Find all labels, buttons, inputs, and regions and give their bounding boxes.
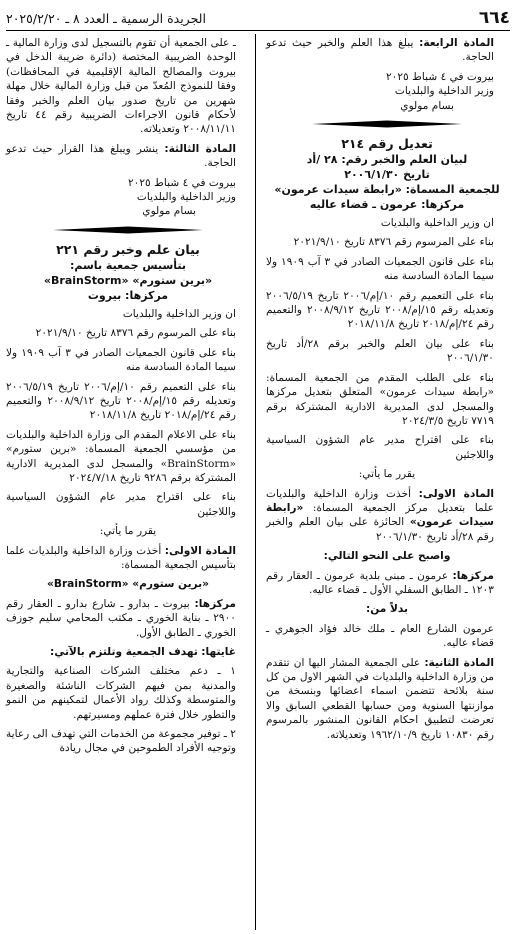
recital: بناء على المرسوم رقم ٨٣٧٦ تاريخ ٢٠٢١/٩/١٠ xyxy=(293,236,494,249)
separator-ornament xyxy=(6,225,250,235)
signature-block xyxy=(6,176,250,219)
article-1-text: أخذت وزارة الداخلية والبلديات علما بتعديل مركز الجمعية المسماة: xyxy=(266,487,495,514)
goals-label: غايتها: xyxy=(201,646,236,658)
goal-item: ١ ـ دعم مختلف الشركات الصناعية والتجارية والمدنية بمن فيهم الشركات الناشئة والصغيرة والمتوسطة وكذلك رواد الأعمال لتمكينهم من النمو والتطور خلال فترة عملهم ومسيرتهم. xyxy=(6,665,236,721)
recital: بناء على اقتراح مدير عام الشؤون السياسية واللاجئين xyxy=(6,491,236,518)
signature-title: وزير الداخلية والبلديات xyxy=(136,191,236,204)
association-name: «برين ستورم» «BrainStorm» xyxy=(47,578,209,591)
continued-text: ـ على الجمعية أن تقوم بالتسجيل لدى وزارة المالية ـ الوحدة الضريبية المختصة (دائرة ضريبة الدخل في بيروت والمصالح المالية الإقليمية في المحافظات) وفقا للنموذج المُعدّ من قبل وزارة المالية خلال مهلة شهرين من تاريخ صدور بيان العلم والخبر وفقا لأحكام قانون الاجراءات الضريبية رقم ٤٤ تاريخ ٢٠٠٨/١١/١١ وتعديلاته. xyxy=(6,37,237,136)
instead-line: بدلاً من: xyxy=(365,603,408,616)
notice-subtitle-2: «برين ستورم» «BrainStorm» xyxy=(43,273,213,287)
recital: بناء على قانون الجمعيات الصادر في ٣ آب ١٩٠٩ ولا سيما المادة السادسة منه xyxy=(266,255,494,283)
article-1-label: المادة الاولى: xyxy=(164,544,237,557)
recital: بناء على التعميم رقم ١٠/إم/٢٠٠٦ تاريخ ٢٠٠٦/٥/١٩ وتعديله رقم ١٥/إم/٢٠٠٨ تاريخ ٢٠٠٨/٩/١٢ والتعميم رقم ٢٤/إم/٢٠١٨ تاريخ ٢٠١٨/١١/٨ xyxy=(266,289,494,331)
signature-block xyxy=(266,70,508,113)
decides-line: يقرر ما يأتي: xyxy=(358,468,416,481)
article-1 xyxy=(6,544,250,573)
intro-line: ان وزير الداخلية والبلديات xyxy=(122,307,236,320)
article-1-text-2: الحائزة على بيان العلم والخبر رقم ٢٨/أد تاريخ ٢٠٠٦/١/٣٠ xyxy=(266,516,494,543)
amendment-subtitle-2: تاريخ ٢٠٠٦/١/٣٠ xyxy=(344,168,430,182)
article-2-label: المادة الثانية: xyxy=(424,656,494,669)
page-number: ٦٦٤ xyxy=(478,8,510,28)
signature-date: بيروت في ٤ شباط ٢٠٢٥ xyxy=(385,70,494,83)
goal-item: ٢ ـ توفير مجموعة من الخدمات التي تهدف الى رعاية وتوجيه الأفراد الطموحين في مجال ريادة xyxy=(6,728,236,755)
article-1-label: المادة الاولى: xyxy=(418,487,495,500)
article-1-text: أخذت وزارة الداخلية والبلديات علما بتأسيس الجمعية المسماة: xyxy=(6,544,236,571)
column-divider xyxy=(255,34,256,930)
amendment-subtitle-3: للجمعية المسماة: «رابطة سيدات عرمون» xyxy=(274,183,500,197)
article-3-text: ينشر ويبلغ هذا القرار حيث تدعو الحاجة. xyxy=(6,142,236,170)
notice-subtitle-1: بتأسيس جمعية باسم: xyxy=(69,258,187,272)
headquarters xyxy=(6,597,250,640)
signature-date: بيروت في ٤ شباط ٢٠٢٥ xyxy=(127,176,236,189)
headquarters-text: بيروت ـ بدارو ـ شارع بدارو ـ العقار رقم ٢٩٠٠ ـ بناية الخوري ـ مكتب المحامي سليم جوزف الخوري ـ الطابق الأول. xyxy=(6,597,236,639)
article-1 xyxy=(266,487,508,545)
separator-ornament xyxy=(266,119,508,129)
amendment-title: تعديل رقم ٢١٤ xyxy=(341,136,433,152)
headquarters-label: مركزها: xyxy=(452,569,494,582)
headquarters-label: مركزها: xyxy=(194,597,236,610)
article-2-text: على الجمعية المشار اليها ان تتقدم من وزارة الداخلية والبلديات في الشهر الاول من كل سنة بلائحة تتضمن اسماء اعضائها وبنسخة من موازنتها السنوية ومن حسابها القطعي السابق والا تعرضت لتطبيق احكام القانون المنشور بالمرسوم رقم ١٠٨٣٠ تاريخ ١٩٦٢/١٠/٩ وتعديلاته. xyxy=(266,656,494,741)
recital: بناء على بيان العلم والخبر برقم ٢٨/أد تاريخ ٢٠٠٦/١/٣٠ xyxy=(266,337,494,365)
intro-line: ان وزير الداخلية والبلديات xyxy=(380,217,494,230)
notice-subtitle-3: مركزها: بيروت xyxy=(87,288,169,302)
association-name: «رابطة سيدات عرمون» xyxy=(266,501,494,529)
notice-title: بيان علم وخبر رقم ٢٢١ xyxy=(56,241,200,257)
gazette-issue-title: الجريدة الرسمية ـ العدد ٨ ـ ٢٠٢٥/٢/٢٠ xyxy=(6,10,206,26)
decides-line: يقرر ما يأتي: xyxy=(99,525,157,538)
headquarters xyxy=(266,569,508,598)
left-column xyxy=(6,36,250,761)
article-4 xyxy=(266,36,508,65)
right-column xyxy=(266,36,508,747)
page-header xyxy=(6,6,510,31)
article-3 xyxy=(6,142,250,171)
recital: بناء على التعميم رقم ١٠/إم/٢٠٠٦ تاريخ ٢٠٠٦/٥/١٩ وتعديله رقم ١٥/إم/٢٠٠٨ تاريخ ٢٠٠٨/٩/١٢ والتعميم رقم ٢٤/إم/٢٠١٨ تاريخ ٢٠١٨/١١/٨ xyxy=(6,380,236,422)
signature-title: وزير الداخلية والبلديات xyxy=(394,85,494,98)
headquarters-text: عرمون ـ مبنى بلدية عرمون ـ العقار رقم ١٢٠٣ ـ الطابق السفلي الأول ـ قضاء عاليه. xyxy=(266,569,494,596)
instead-text: عرمون الشارع العام ـ ملك خالد فؤاد الجوهري ـ قضاء عاليه. xyxy=(266,622,494,650)
recital: بناء على الطلب المقدم من الجمعية المسماة: «رابطة سيدات عرمون» المتعلق بتعديل مركزها والمسجل لدى المديرية الادارية المشتركة برقم ٧٧١٩ تاريخ ٢٠٢٤/٣/٥ xyxy=(266,371,494,427)
amendment-subtitle-4: مركزها: عرمون ـ قضاء عاليه xyxy=(309,198,465,212)
article-4-label: المادة الرابعة: xyxy=(419,37,494,49)
signature-name: بسام مولوي xyxy=(142,205,196,218)
signature-name: بسام مولوي xyxy=(400,99,454,112)
goals xyxy=(6,645,250,659)
article-3-label: المادة الثالثة: xyxy=(164,142,236,155)
recital: بناء على المرسوم رقم ٨٣٧٦ تاريخ ٢٠٢١/٩/١٠ xyxy=(35,327,236,340)
article-4-text: يبلغ هذا العلم والخبر حيث تدعو الحاجة. xyxy=(266,37,494,64)
article-2 xyxy=(266,656,508,742)
became-line: واصبح على النحو التالي: xyxy=(323,550,451,563)
recital: بناء على قانون الجمعيات الصادر في ٣ آب ١٩٠٩ ولا سيما المادة السادسة منه xyxy=(6,346,237,374)
recital: بناء على اقتراح مدير عام الشؤون السياسية واللاجئين xyxy=(266,434,494,461)
amendment-subtitle-1: لبيان العلم والخبر رقم: ٢٨ /أد xyxy=(306,153,468,167)
goals-text: تهدف الجمعية وتلتزم بالآتي: xyxy=(50,646,198,658)
recital: بناء على الاعلام المقدم الى وزارة الداخلية والبلديات من مؤسسي الجمعية المسماة: «برين ستورم» «BrainStorm» والمسجل لدى المديرية الادارية المشتركة برقم ٩٢٨٦ تاريخ ٢٠٢٤/٧/١٨ xyxy=(6,428,236,484)
